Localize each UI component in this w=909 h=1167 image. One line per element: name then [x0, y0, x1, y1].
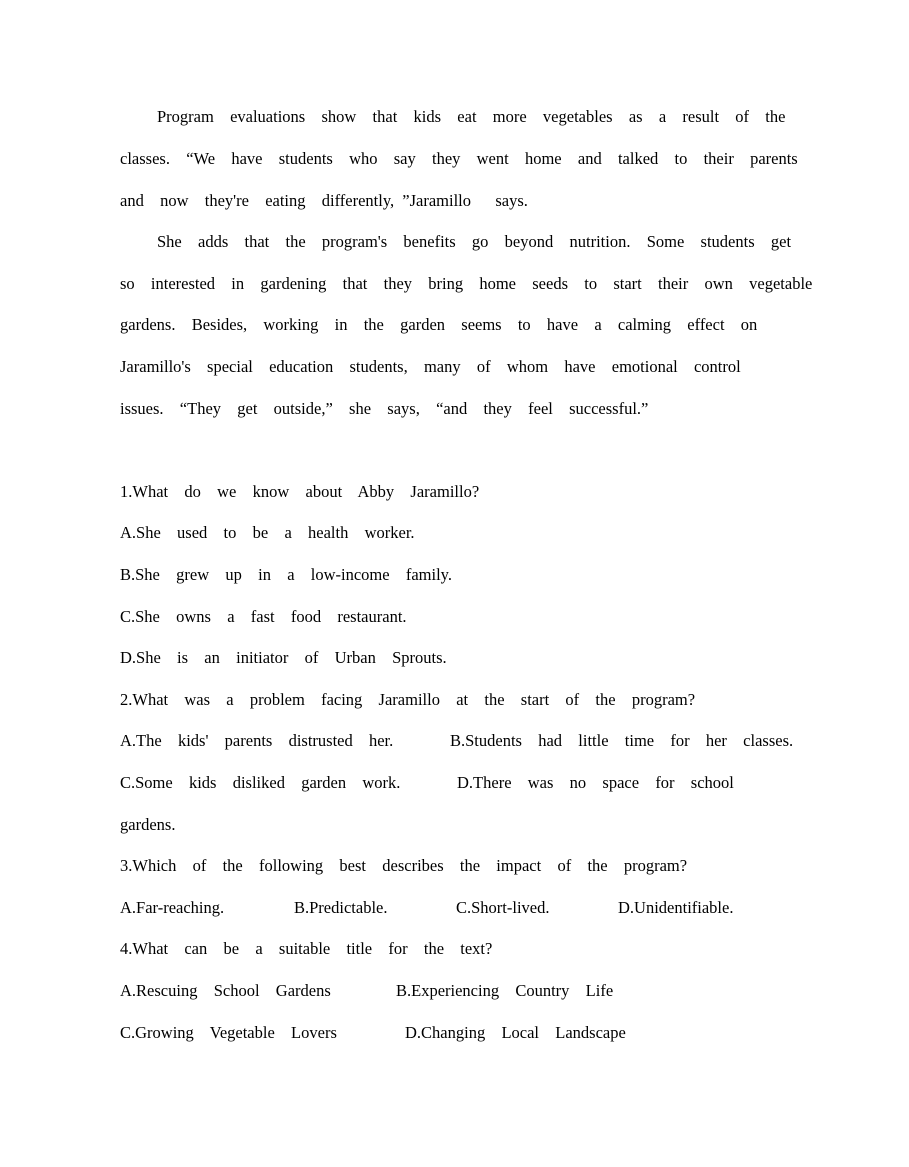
paragraph-1-line-1: Program evaluations show that kids eat more vegetables as a result of the	[157, 107, 786, 126]
paragraph-2-line-2: so interested in gardening that they bring home seeds to start their own vegetable	[120, 274, 813, 293]
paragraph-1-line-3: and now they're eating differently, ”Jaramillo says.	[120, 191, 528, 210]
question-1: 1.What do we know about Abby Jaramillo?	[120, 482, 480, 501]
question-4: 4.What can be a suitable title for the text?	[120, 939, 493, 958]
question-4-option-a: A.Rescuing School Gardens	[120, 981, 331, 1000]
question-1-option-d: D.She is an initiator of Urban Sprouts.	[120, 648, 447, 667]
question-3-option-a: A.Far-reaching.	[120, 898, 225, 917]
paragraph-2-line-5: issues. “They get outside,” she says, “and they feel successful.”	[120, 399, 649, 418]
question-4-option-c: C.Growing Vegetable Lovers	[120, 1023, 337, 1042]
question-3-option-c: C.Short-lived.	[456, 898, 550, 917]
question-3-option-b: B.Predictable.	[294, 898, 388, 917]
question-3: 3.Which of the following best describes the impact of the program?	[120, 856, 688, 875]
question-2-option-c: C.Some kids disliked garden work.	[120, 773, 401, 792]
question-2-option-d: D.There was no space for school	[457, 773, 734, 792]
question-2-option-d-continued: gardens.	[120, 815, 176, 834]
question-3-option-d: D.Unidentifiable.	[618, 898, 734, 917]
question-2-option-a: A.The kids' parents distrusted her.	[120, 731, 394, 750]
question-4-option-d: D.Changing Local Landscape	[405, 1023, 626, 1042]
question-4-option-b: B.Experiencing Country Life	[396, 981, 614, 1000]
question-2-option-b: B.Students had little time for her classes.	[450, 731, 794, 750]
paragraph-2-line-3: gardens. Besides, working in the garden seems to have a calming effect on	[120, 315, 758, 334]
question-1-option-a: A.She used to be a health worker.	[120, 523, 415, 542]
question-1-option-b: B.She grew up in a low-income family.	[120, 565, 452, 584]
question-1-option-c: C.She owns a fast food restaurant.	[120, 607, 407, 626]
paragraph-2-line-1: She adds that the program's benefits go beyond nutrition. Some students get	[157, 232, 792, 251]
paragraph-2-line-4: Jaramillo's special education students, many of whom have emotional control	[120, 357, 741, 376]
paragraph-1-line-2: classes. “We have students who say they went home and talked to their parents	[120, 149, 798, 168]
question-2: 2.What was a problem facing Jaramillo at the start of the program?	[120, 690, 696, 709]
